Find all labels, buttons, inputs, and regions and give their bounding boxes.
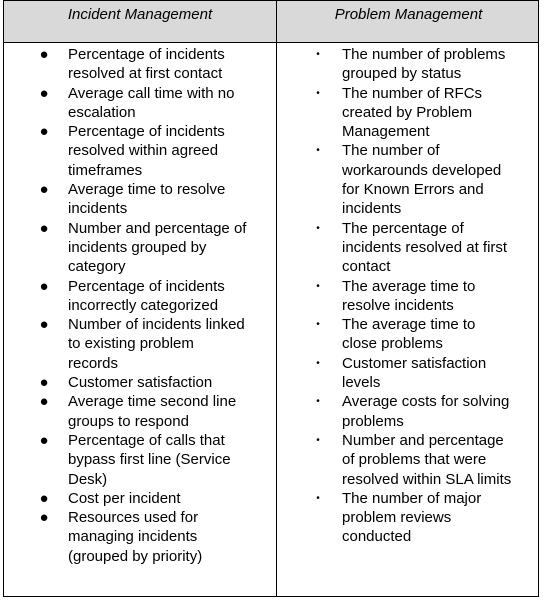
- problem-item-line: conducted: [342, 528, 412, 546]
- problem-item-line: incidents: [342, 200, 402, 218]
- problem-item-line: The average time to: [342, 316, 476, 334]
- bullet-icon: ●: [39, 431, 49, 449]
- incident-item-line: Customer satisfaction: [68, 374, 213, 392]
- incident-item: [36, 489, 274, 508]
- bullet-icon: ●: [39, 277, 49, 295]
- bullet-icon: ●: [39, 393, 49, 411]
- problem-item-line: Average costs for solving: [342, 393, 510, 411]
- problem-item-line: The number of: [342, 142, 440, 160]
- incident-item: [36, 392, 274, 431]
- incident-item: [36, 277, 274, 316]
- problem-item-line: The average time to: [342, 277, 476, 295]
- incident-item-line: Desk): [68, 470, 108, 488]
- problem-item-line: resolve incidents: [342, 296, 454, 314]
- problem-management-list: [310, 45, 536, 547]
- incident-item-line: incorrectly categorized: [68, 296, 219, 314]
- problem-item: [310, 315, 536, 354]
- bullet-icon: ●: [39, 46, 49, 63]
- incident-item-line: Resources used for: [68, 509, 199, 527]
- incident-item-line: to existing problem: [68, 335, 194, 353]
- problem-item: [310, 354, 536, 393]
- header-incident-management: Incident Management: [67, 6, 213, 23]
- incident-item-line: Number and percentage of: [68, 219, 247, 237]
- problem-item: [310, 431, 536, 489]
- problem-item-line: problems: [342, 412, 404, 430]
- incident-item-line: Number of incidents linked: [68, 316, 245, 334]
- incident-item-line: incidents: [68, 200, 128, 218]
- problem-item-line: incidents resolved at first: [342, 238, 508, 256]
- bullet-icon: ●: [39, 316, 49, 334]
- incident-item-line: Percentage of incidents: [68, 123, 225, 141]
- problem-item-line: problem reviews: [342, 509, 452, 527]
- bullet-icon: ●: [39, 489, 49, 507]
- problem-item-line: Management: [342, 123, 430, 141]
- incident-item: [36, 180, 274, 219]
- incident-item-line: incidents grouped by: [68, 238, 207, 256]
- table-header-row: [4, 1, 538, 43]
- bullet-icon: ●: [39, 84, 49, 102]
- incident-item-line: Average time second line: [68, 393, 237, 411]
- problem-item-line: for Known Errors and: [342, 181, 484, 199]
- problem-item-line: levels: [342, 374, 381, 392]
- problem-item: [310, 392, 536, 431]
- problem-item: [310, 84, 536, 142]
- incident-item-line: resolved within agreed: [68, 142, 219, 160]
- header-problem-management: Problem Management: [334, 6, 483, 23]
- incident-management-list: [36, 45, 274, 566]
- incident-item-line: Percentage of incidents: [68, 46, 225, 63]
- incident-item-line: resolved at first contact: [68, 65, 223, 83]
- bullet-icon: •: [316, 280, 320, 292]
- incident-item: [36, 84, 274, 123]
- column-divider: [276, 1, 277, 596]
- bullet-icon: •: [316, 222, 320, 234]
- problem-item: [310, 489, 536, 547]
- problem-item-line: The number of RFCs: [342, 84, 483, 102]
- problem-item: [310, 219, 536, 277]
- incident-item-line: groups to respond: [68, 412, 189, 430]
- problem-item-line: Number and percentage: [342, 431, 504, 449]
- problem-item: [310, 45, 536, 84]
- incident-item: [36, 45, 274, 84]
- bullet-icon: •: [316, 434, 320, 446]
- incident-item: [36, 315, 274, 373]
- bullet-icon: •: [316, 492, 320, 504]
- problem-item: [310, 277, 536, 316]
- bullet-icon: •: [316, 319, 320, 331]
- incident-item-line: records: [68, 354, 119, 372]
- problem-item-line: close problems: [342, 335, 443, 353]
- incident-item-line: timeframes: [68, 161, 143, 179]
- bullet-icon: •: [316, 145, 320, 157]
- incident-item-line: Percentage of calls that: [68, 431, 225, 449]
- bullet-icon: •: [316, 396, 320, 408]
- bullet-icon: ●: [39, 181, 49, 199]
- bullet-icon: •: [316, 87, 320, 99]
- problem-item-line: resolved within SLA limits: [342, 470, 512, 488]
- bullet-icon: ●: [39, 374, 49, 392]
- incident-item-line: Average call time with no: [68, 84, 235, 102]
- incident-item-line: Average time to resolve: [68, 181, 226, 199]
- incident-item: [36, 122, 274, 180]
- problem-item: [310, 141, 536, 218]
- bullet-icon: •: [316, 49, 320, 60]
- incident-item: [36, 373, 274, 392]
- incident-item-line: category: [68, 258, 126, 276]
- incident-item-line: managing incidents: [68, 528, 198, 546]
- incident-item-line: escalation: [68, 103, 136, 121]
- problem-item-line: grouped by status: [342, 65, 462, 83]
- problem-item-line: created by Problem: [342, 103, 473, 121]
- bullet-icon: ●: [39, 219, 49, 237]
- metrics-table: [3, 0, 539, 597]
- problem-item-line: The percentage of: [342, 219, 464, 237]
- problem-item-line: of problems that were: [342, 451, 487, 469]
- bullet-icon: ●: [39, 509, 49, 527]
- incident-item-line: bypass first line (Service: [68, 451, 231, 469]
- problem-item-line: workarounds developed: [342, 161, 502, 179]
- problem-item-line: The number of major: [342, 489, 482, 507]
- incident-item: [36, 508, 274, 566]
- incident-item: [36, 431, 274, 489]
- bullet-icon: •: [316, 357, 320, 369]
- incident-item-line: Percentage of incidents: [68, 277, 225, 295]
- incident-item-line: Cost per incident: [68, 489, 181, 507]
- problem-item-line: The number of problems: [342, 46, 506, 63]
- incident-item: [36, 219, 274, 277]
- bullet-icon: ●: [39, 123, 49, 141]
- problem-item-line: Customer satisfaction: [342, 354, 487, 372]
- problem-item-line: contact: [342, 258, 391, 276]
- incident-item-line: (grouped by priority): [68, 547, 203, 565]
